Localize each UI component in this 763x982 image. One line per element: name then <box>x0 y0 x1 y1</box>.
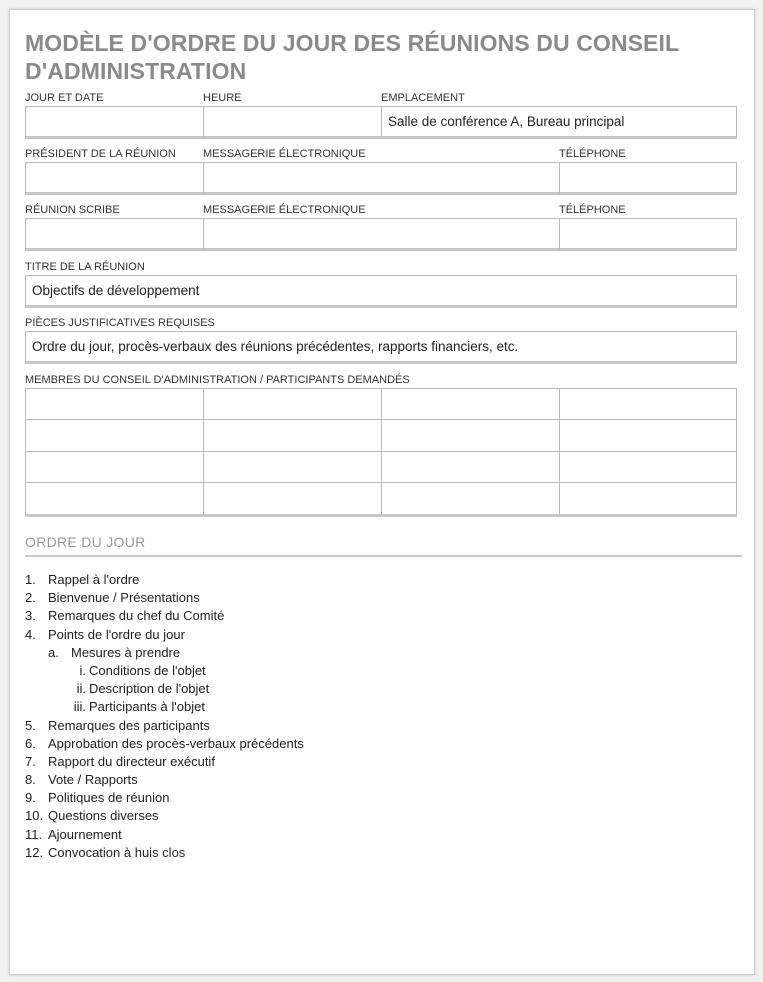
agenda-item-text: Remarques du chef du Comité <box>48 608 225 624</box>
members-cell[interactable] <box>382 452 560 483</box>
documents-field[interactable]: Ordre du jour, procès-verbaux des réunions précédentes, rapports financiers, etc. <box>25 331 737 364</box>
date-field[interactable] <box>25 106 204 139</box>
agenda-item-text: Approbation des procès-verbaux précédents <box>48 735 304 751</box>
agenda-item-number: 12. <box>25 844 44 860</box>
scribe-email-label: MESSAGERIE ÉLECTRONIQUE <box>203 204 366 216</box>
agenda-item-text: Ajournement <box>48 826 122 842</box>
agenda-item-text: Bienvenue / Présentations <box>48 590 200 606</box>
chair-field[interactable] <box>25 162 204 195</box>
scribe-label: RÉUNION SCRIBE <box>25 204 120 216</box>
meeting-title-field[interactable]: Objectifs de développement <box>25 275 737 308</box>
chair-label: PRÉSIDENT DE LA RÉUNION <box>25 148 176 160</box>
scribe-field[interactable] <box>25 218 204 251</box>
chair-phone-label: TÉLÉPHONE <box>559 148 626 160</box>
agenda-item-text: Remarques des participants <box>48 717 210 733</box>
agenda-item-number: 7. <box>25 753 36 769</box>
agenda-item-number: 3. <box>25 608 36 624</box>
agenda-item-number: 4. <box>25 626 36 642</box>
scribe-email-field[interactable] <box>203 218 560 251</box>
members-cell[interactable] <box>204 452 382 483</box>
members-cell[interactable] <box>26 452 204 483</box>
members-cell[interactable] <box>382 420 560 451</box>
agenda-item-text: Mesures à prendre <box>71 644 181 660</box>
agenda-divider <box>25 555 742 557</box>
members-cell[interactable] <box>26 483 204 514</box>
agenda-item-number: 8. <box>25 772 36 788</box>
time-label: HEURE <box>203 92 242 104</box>
members-table <box>25 388 737 517</box>
agenda-item-number: 9. <box>25 790 36 806</box>
members-cell[interactable] <box>382 389 560 420</box>
agenda-item-number: 10. <box>25 808 44 824</box>
agenda-item-number: 11. <box>25 826 43 842</box>
members-cell[interactable] <box>204 483 382 514</box>
meeting-title-label: TITRE DE LA RÉUNION <box>25 261 145 273</box>
agenda-item-number: 5. <box>25 717 36 733</box>
documents-label: PIÈCES JUSTIFICATIVES REQUISES <box>25 317 215 329</box>
members-cell[interactable] <box>26 389 204 420</box>
time-field[interactable] <box>203 106 382 139</box>
agenda-heading: ORDRE DU JOUR <box>25 534 146 550</box>
members-cell[interactable] <box>204 389 382 420</box>
date-label: JOUR ET DATE <box>25 92 104 104</box>
members-cell[interactable] <box>382 483 560 514</box>
members-cell[interactable] <box>560 389 736 420</box>
page-title: MODÈLE D'ORDRE DU JOUR DES RÉUNIONS DU CONSEIL D'ADMINISTRATION <box>25 30 679 84</box>
chair-phone-field[interactable] <box>559 162 737 195</box>
document-page <box>9 9 755 975</box>
agenda-item-text: Participants à l'objet <box>89 699 205 715</box>
members-cell[interactable] <box>26 420 204 451</box>
members-cell[interactable] <box>204 420 382 451</box>
agenda-item-text: Vote / Rapports <box>48 772 138 788</box>
scribe-phone-field[interactable] <box>559 218 737 251</box>
agenda-item-text: Conditions de l'objet <box>89 662 206 678</box>
members-cell[interactable] <box>560 420 736 451</box>
agenda-item-number: i. <box>79 662 86 678</box>
chair-email-label: MESSAGERIE ÉLECTRONIQUE <box>203 148 366 160</box>
agenda-item-text: Rappel à l'ordre <box>48 572 140 587</box>
agenda-item-number: 6. <box>25 735 36 751</box>
agenda-item-text: Questions diverses <box>48 808 159 824</box>
location-label: EMPLACEMENT <box>381 92 465 104</box>
agenda-item-number: 1. <box>25 572 36 587</box>
agenda-item-number: iii. <box>73 699 86 715</box>
agenda-item-text: Description de l'objet <box>89 681 210 697</box>
members-cell[interactable] <box>560 452 736 483</box>
agenda-item-number: a. <box>48 644 59 660</box>
agenda-item-text: Rapport du directeur exécutif <box>48 753 215 769</box>
agenda-item-text: Points de l'ordre du jour <box>48 626 185 642</box>
location-field[interactable]: Salle de conférence A, Bureau principal <box>381 106 737 139</box>
agenda-item-number: ii. <box>76 681 86 697</box>
members-label: MEMBRES DU CONSEIL D'ADMINISTRATION / PARTICIPANTS DEMANDÉS <box>25 374 410 386</box>
chair-email-field[interactable] <box>203 162 560 195</box>
agenda-item-text: Politiques de réunion <box>48 790 170 806</box>
members-cell[interactable] <box>560 483 736 514</box>
agenda-item-number: 2. <box>25 590 36 606</box>
scribe-phone-label: TÉLÉPHONE <box>559 204 626 216</box>
agenda-item-text: Convocation à huis clos <box>48 844 186 860</box>
